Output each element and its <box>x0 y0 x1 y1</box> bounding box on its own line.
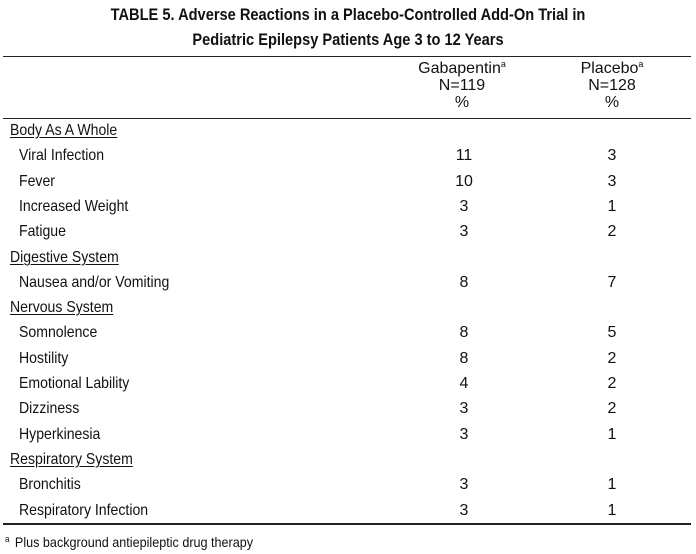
section-heading: Respiratory System <box>10 451 133 468</box>
section-heading: Digestive System <box>10 249 119 266</box>
placebo-value: 2 <box>607 375 617 392</box>
footnote-mark: a <box>5 534 10 544</box>
row-label: Somnolence <box>19 324 98 341</box>
placebo-value: 5 <box>607 324 617 341</box>
row-label: Hostility <box>19 350 69 367</box>
row-label: Viral Infection <box>19 147 105 164</box>
table-title-line-1: TABLE 5. Adverse Reactions in a Placebo-Controlled Add-On Trial in <box>110 5 586 24</box>
column-unit: % <box>604 94 620 111</box>
placebo-value: 2 <box>607 400 617 417</box>
gabapentin-value: 4 <box>459 375 469 392</box>
gabapentin-value: 3 <box>459 502 469 519</box>
gabapentin-value: 11 <box>455 147 473 164</box>
column-header-placebo <box>552 60 672 111</box>
row-label: Increased Weight <box>19 198 129 215</box>
row-label: Bronchitis <box>19 476 81 493</box>
footnote-marker: a <box>638 59 644 69</box>
column-n: N=119 <box>438 77 486 94</box>
row-label: Respiratory Infection <box>19 502 149 519</box>
placebo-value: 1 <box>607 426 617 443</box>
footnote-marker: a <box>500 59 506 69</box>
gabapentin-value: 3 <box>459 426 469 443</box>
column-header-gabapentin <box>402 60 522 111</box>
placebo-value: 1 <box>607 198 617 215</box>
header-rule <box>3 118 691 119</box>
row-label: Fatigue <box>19 223 66 240</box>
gabapentin-value: 8 <box>459 324 469 341</box>
gabapentin-value: 3 <box>459 223 469 240</box>
gabapentin-value: 10 <box>455 173 473 190</box>
table-title-line-2: Pediatric Epilepsy Patients Age 3 to 12 Years <box>192 30 504 49</box>
placebo-value: 1 <box>607 502 617 519</box>
gabapentin-value: 8 <box>459 350 469 367</box>
row-label: Dizziness <box>19 400 80 417</box>
placebo-value: 1 <box>607 476 617 493</box>
row-label: Nausea and/or Vomiting <box>19 274 170 291</box>
placebo-value: 7 <box>607 274 617 291</box>
footnote <box>5 533 253 551</box>
column-n: N=128 <box>588 77 636 94</box>
footnote-text: Plus background antiepileptic drug therapy <box>14 534 254 550</box>
gabapentin-value: 3 <box>459 198 469 215</box>
top-rule <box>3 56 691 57</box>
placebo-value: 2 <box>607 350 617 367</box>
gabapentin-value: 3 <box>459 400 469 417</box>
bottom-rule <box>3 523 691 525</box>
column-name: Placebo <box>580 60 639 77</box>
placebo-value: 3 <box>607 147 617 164</box>
section-heading: Body As A Whole <box>10 122 118 139</box>
gabapentin-value: 8 <box>459 274 469 291</box>
placebo-value: 3 <box>607 173 617 190</box>
row-label: Emotional Lability <box>19 375 130 392</box>
gabapentin-value: 3 <box>459 476 469 493</box>
placebo-value: 2 <box>607 223 617 240</box>
section-heading: Nervous System <box>10 299 114 316</box>
row-label: Fever <box>19 173 55 190</box>
column-name: Gabapentin <box>418 60 501 77</box>
row-label: Hyperkinesia <box>19 426 101 443</box>
column-unit: % <box>454 94 470 111</box>
